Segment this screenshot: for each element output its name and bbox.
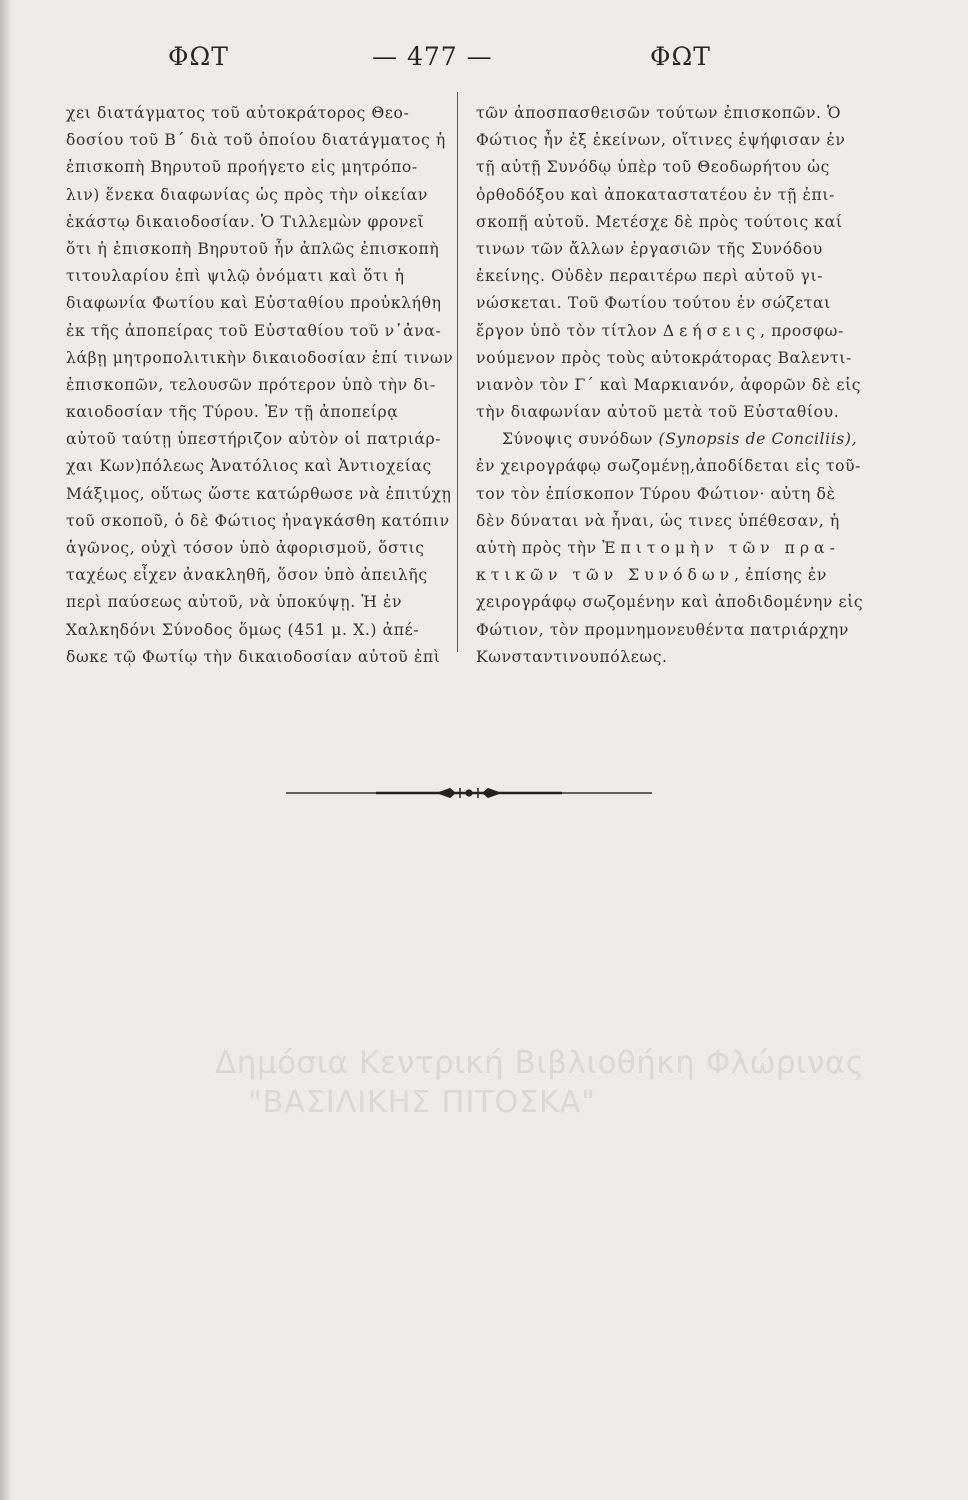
text-line: αὐτοῦ ταύτῃ ὑπεστήριζον αὐτὸν οἱ πατριάρ- (66, 430, 442, 449)
left-column (66, 100, 454, 671)
text-line: λιν) ἕνεκα διαφωνίας ὡς πρὸς τὴν οἰκείαν (66, 185, 428, 204)
text-line: χει διατάγματος τοῦ αὐτοκράτορος Θεο- (66, 104, 410, 122)
page-shadow-edge (0, 0, 12, 1500)
work-title-spaced: Δεήσεις (662, 321, 761, 340)
text-line: ὀρθοδόξου καὶ ἀποκαταστατέου ἐν τῇ ἐπι- (476, 185, 835, 204)
text-line: διαφωνία Φωτίου καὶ Εὐσταθίου προὐκλήθη (66, 294, 442, 313)
right-column (476, 100, 864, 671)
header-right-word: ΦΩΤ (650, 42, 711, 71)
text-run: , ἐπίσης ἐν (734, 566, 827, 585)
text-line (476, 318, 856, 345)
text-line: Χαλκηδόνι Σύνοδος ὅμως (451 μ. Χ.) ἀπέ- (66, 620, 420, 639)
work-title-spaced: Ἐπιτομὴν τῶν πρα- (602, 539, 840, 557)
text-line: σκοπῇ αὐτοῦ. Μετέσχε δὲ πρὸς τούτοις καί (476, 212, 843, 231)
text-line: τιτουλαρίου ἐπὶ ψιλῷ ὀνόματι καὶ ὅτι ἡ (66, 267, 405, 286)
text-run: ἔργον ὑπὸ τὸν τίτλον (476, 321, 658, 340)
text-line: νώσκεται. Τοῦ Φωτίου τούτου ἐν σώζεται (476, 294, 831, 313)
text-line: ἐπισκοπῶν, τελουσῶν πρότερον ὑπὸ τὴν δι- (66, 375, 436, 394)
text-line: ἑκάστῳ δικαιοδοσίαν. Ὁ Τιλλεμὼν φρονεῖ (66, 212, 425, 231)
text-run: Σύνοψις συνόδων (502, 430, 659, 449)
text-line: ὅτι ἡ ἐπισκοπὴ Βηρυτοῦ ἦν ἁπλῶς ἐπισκοπὴ (66, 239, 440, 258)
text-line: ταχέως εἶχεν ἀνακληθῆ, ὅσον ὑπὸ ἀπειλῆς (66, 566, 428, 585)
text-line: τινων τῶν ἄλλων ἐργασιῶν τῆς Συνόδου (476, 239, 823, 258)
text-line: νιανὸν τὸν Γ΄ καὶ Μαρκιανόν, ἀφορῶν δὲ εἰς (476, 375, 862, 394)
text-line: λάβῃ μητροπολιτικὴν δικαιοδοσίαν ἐπί τινων (66, 348, 454, 367)
text-run: αὐτὴ πρὸς τὴν (476, 539, 597, 557)
text-line: Μάξιμος, οὕτως ὥστε κατώρθωσε νὰ ἐπιτύχῃ (66, 484, 452, 503)
text-line: ἐκείνης. Οὐδὲν περαιτέρω περὶ αὐτοῦ γι- (476, 267, 824, 286)
column-divider (457, 92, 458, 652)
text-line: δωκε τῷ Φωτίῳ τὴν δικαιοδοσίαν αὐτοῦ ἐπὶ (66, 647, 441, 666)
text-line: δοσίου τοῦ Β΄ διὰ τοῦ ὁποίου διατάγματος ἡ (66, 131, 446, 150)
text-line: ἐπισκοπὴ Βηρυτοῦ προήγετο εἰς μητρόπο- (66, 158, 418, 177)
text-line: νούμενον πρὸς τοὺς αὐτοκράτορας Βαλεντι- (476, 348, 852, 367)
text-line (476, 535, 856, 562)
library-watermark (0, 1045, 968, 1155)
text-line: Κωνσταντινουπόλεως. (476, 647, 668, 666)
text-line: τῶν ἀποσπασθεισῶν τούτων ἐπισκοπῶν. Ὁ (476, 104, 842, 122)
text-line: τὴν διαφωνίαν αὐτοῦ μετὰ τοῦ Εὐσταθίου. (476, 403, 840, 422)
text-line (476, 562, 856, 589)
text-line: περὶ παύσεως αὐτοῦ, νὰ ὑποκύψῃ. Ἡ ἐν (66, 593, 403, 612)
text-line: τον τὸν ἐπίσκοπον Τύρου Φώτιον· αὐτη δὲ (476, 484, 836, 503)
text-run: , προσφω- (760, 321, 844, 340)
text-line: καιοδοσίαν τῆς Τύρου. Ἐν τῇ ἀποπείρᾳ (66, 403, 399, 422)
text-line: Φώτιος ἦν ἐξ ἐκείνων, οἵτινες ἐψήφισαν ἐν (476, 131, 846, 150)
text-line: τῇ αὐτῇ Συνόδῳ ὑπὲρ τοῦ Θεοδωρήτου ὡς (476, 158, 830, 177)
watermark-line-2: "ΒΑΣΙΛΙΚΗΣ ΠΙΤΟΣΚΑ" (248, 1085, 597, 1120)
text-line: χειρογράφῳ σωζομένην καὶ ἀποδιδομένην εἰς (476, 593, 864, 612)
text-line: τοῦ σκοποῦ, ὁ δὲ Φώτιος ἠναγκάσθη κατόπιν (66, 511, 450, 530)
work-title-spaced: κτικῶν τῶν Συνόδων (476, 566, 735, 585)
text-line: ἀγῶνος, οὐχὶ τόσον ὑπὸ ἀφορισμοῦ, ὅστις (66, 539, 425, 557)
running-header (0, 42, 968, 82)
watermark-line-1: Δημόσια Κεντρική Βιβλιοθήκη Φλώρινας (215, 1045, 865, 1081)
section-end-ornament (286, 785, 652, 801)
text-line: δὲν δύναται νὰ ἦναι, ὡς τινες ὑπέθεσαν, ἡ (476, 511, 840, 530)
latin-title-italic: (Synopsis de Conciliis), (658, 430, 858, 449)
header-left-word: ΦΩΤ (168, 42, 229, 71)
text-line: ἐν χειρογράφῳ σωζομένῃ,ἀποδίδεται εἰς τοῦ- (476, 457, 862, 476)
page-number: — 477 — (372, 42, 493, 71)
text-line: χαι Κων)πόλεως Ἀνατόλιος καὶ Ἀντιοχείας (66, 457, 432, 476)
text-line: Φώτιον, τὸν προμνημονευθέντα πατριάρχην (476, 620, 849, 639)
text-line (476, 426, 856, 453)
text-line: ἐκ τῆς ἀποπείρας τοῦ Εὐσταθίου τοῦ ν᾽ἀνα- (66, 321, 442, 340)
